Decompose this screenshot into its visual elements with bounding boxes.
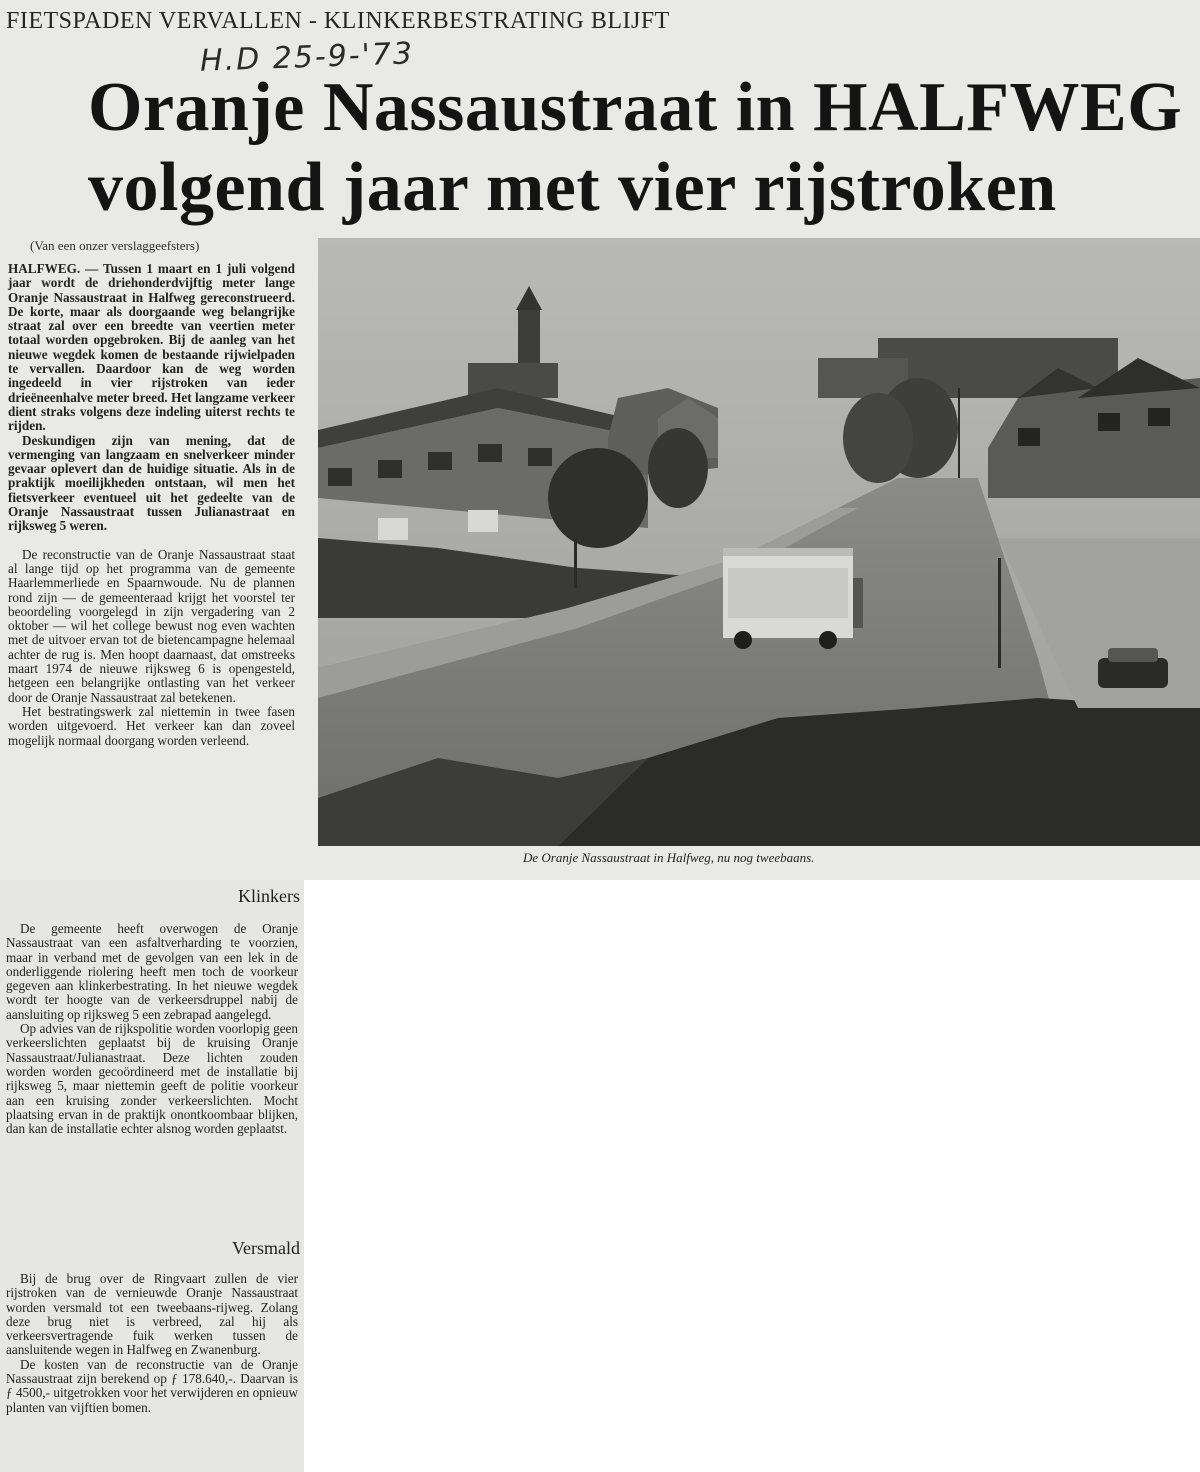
headline-line-2: volgend jaar met vier rijstroken — [88, 149, 1057, 226]
body-paragraph: De reconstructie van de Oranje Nassaustraat staat al lange tijd op het programma van de gemeente Haarlemmerliede en Spaarnwoude. Nu de plannen rond zijn — de gemeenteraad krijgt het voorstel ter beoordeling voorgelegd in zijn vergadering van 2 oktober — wil het college bewust nog even wachten met de uitvoer ervan tot de bietencampagne helemaal achter de rug is. Men hoopt daarnaast, dat omstreeks maart 1974 de nieuwe rijksweg 6 is opengesteld, hetgeen een belangrijke ontlasting van het verkeer door de Oranje Nassaustraat zal betekenen. — [8, 546, 295, 705]
kicker: FIETSPADEN VERVALLEN - KLINKERBESTRATING BLIJFT — [6, 8, 670, 34]
lead-paragraph: HALFWEG. — Tussen 1 maart en 1 juli volgend jaar wordt de driehonderdvijftig meter lange Oranje Nassaustraat in Halfweg gereconstrueerd. De korte, maar als doorgaande weg belangrijke straat zal over een breedte van veertien meter totaal worden opgebroken. Bij de aanleg van het nieuwe wegdek komen de bestaande rijwielpaden te vervallen. Daardoor kan de weg worden ingedeeld in vier rijstroken van ieder drieëneenhalve meter breed. Het langzame verkeer dient straks volgens deze indeling uiterst rechts te rijden. — [8, 261, 295, 434]
article-column-2 — [6, 922, 298, 1136]
body-paragraph: Deskundigen zijn van mening, dat de vermenging van langzaam en snelverkeer minder gevaar oplevert dan de huidige situatie. Als in de praktijk moeilijkheden ontstaan, wil men het fietsverkeer eventueel uit het gedeelte van de Oranje Nassaustraat tussen Julianastraat en rijksweg 5 weren. — [8, 432, 295, 534]
headline-line-1: Oranje Nassaustraat in HALFWEG — [88, 69, 1183, 146]
body-paragraph: De kosten van de reconstructie van de Oranje Nassaustraat zijn berekend op ƒ 178.640,-. Daarvan is ƒ 4500,- uitgetrokken voor het verwijderen en opnieuw planten van vijftien bomen. — [6, 1356, 298, 1415]
article-column-1 — [8, 262, 295, 748]
handwritten-date-note: H.D 25-9-'73 — [199, 36, 415, 79]
body-paragraph: Op advies van de rijkspolitie worden voorlopig geen verkeerslichten geplaatst bij de kruising Oranje Nassaustraat/Julianastraat. Deze lichten zouden worden worden gecoördineerd met de installatie bij rijksweg 5, maar niettemin geeft de politie voorkeur aan een kruising zonder verkeerslichten. Mocht plaatsing ervan in de praktijk onontkoombaar blijken, dan kan de installatie echter alsnog worden geplaatst. — [6, 1021, 298, 1137]
subheading-klinkers: Klinkers — [238, 886, 300, 906]
photo-caption: De Oranje Nassaustraat in Halfweg, nu nog tweebaans. — [523, 850, 815, 865]
article-clipping-continuation — [0, 880, 304, 1472]
body-paragraph: Het bestratingswerk zal niettemin in twee fasen worden uitgevoerd. Het verkeer kan dan zoveel mogelijk normaal doorgang worden verleend. — [8, 703, 295, 748]
article-column-3 — [6, 1272, 298, 1415]
byline: (Van een onzer verslaggeefsters) — [30, 238, 200, 253]
body-paragraph: De gemeente heeft overwogen de Oranje Nassaustraat van een asfaltverharding te voorzien, maar in verband met de gevolgen van een lek in de onderliggende riolering heeft men toch de voorkeur gegeven aan klinkerbestrating. In het nieuwe wegdek wordt ter hoogte van de verkeersdruppel nabij de aansluiting op rijksweg 5 een zebrapad aangelegd. — [6, 921, 298, 1022]
street-photo — [318, 238, 1200, 846]
body-paragraph: Bij de brug over de Ringvaart zullen de vier rijstroken van de vernieuwde Oranje Nassaustraat worden versmald tot een tweebaans-rijweg. Zolang deze brug niet is verbreed, zal hij als verkeersvertragende fuik werken tussen de aansluitende wegen in Halfweg en Zwanenburg. — [6, 1271, 298, 1358]
subheading-versmald: Versmald — [232, 1238, 300, 1258]
